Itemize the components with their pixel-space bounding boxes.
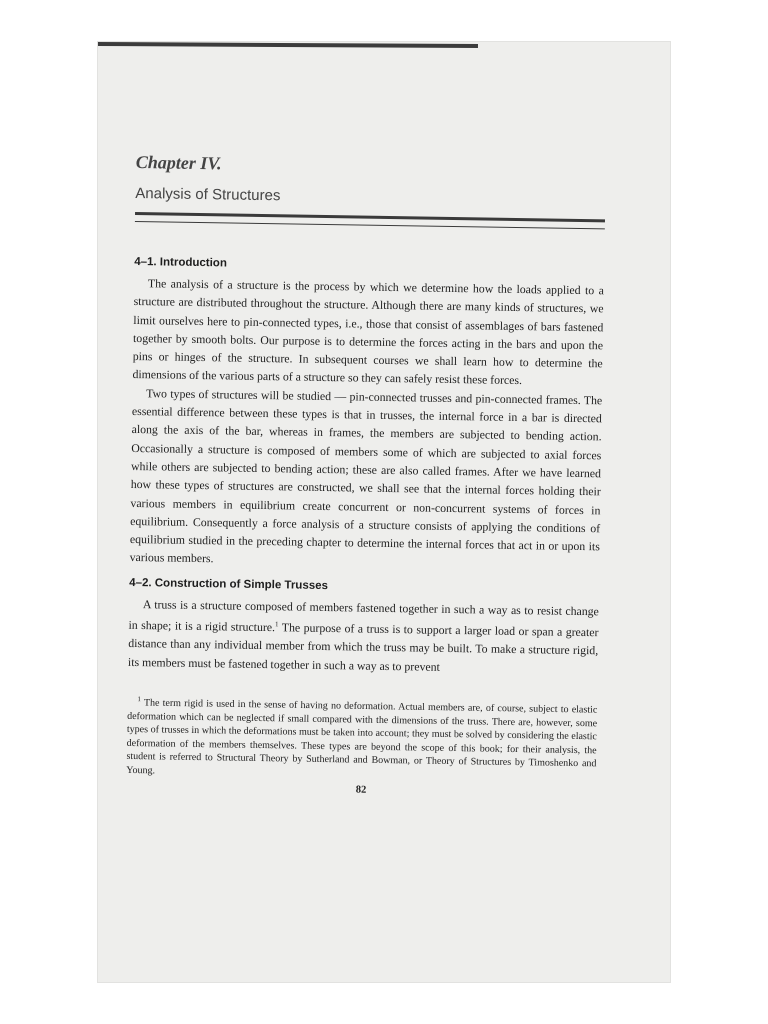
page-top-edge (98, 42, 478, 48)
paragraph-text: A truss is a structure composed of members fastened together in such a way as to resist change in shape; it is a rigid structure. (128, 596, 599, 635)
footnote (126, 693, 597, 785)
title-rule (135, 212, 605, 229)
footnote-mark: 1 (137, 694, 141, 704)
footnote-reference: 1 (275, 620, 279, 629)
page-content (126, 152, 606, 799)
paragraph: The analysis of a structure is the process by which we determine how the loads applied to a structure are distributed throughout the structure. Although there are many kinds of structures, we limit ourselves here to pin-connected types, i.e., those that consist of assemblages of bars fastened together by smooth bolts. Our purpose is to determine the forces acting in the bars and upon the pins or hinges of the structure. In subsequent courses we shall learn how to determine the dimensions of the various parts of a structure so they can safely resist these forces. (132, 276, 604, 388)
paragraph: Two types of structures will be studied — pin-connected trusses and pin-connected frames. The essential difference between these types is that in trusses, the internal force in a bar is directed along the axis of the bar, whereas in frames, the members are subjected to bending action. Occasionally a structure is composed of members some of which are subjected to axial forces while others are subjected to bending action; these are also called frames. After we have learned how these types of structures are constructed, we shall see that the internal forces holding their various members in equilibrium create concurrent or non-concurrent systems of forces in equilibrium. Consequently a force analysis of a structure consists of applying the conditions of equilibrium studied in the preceding chapter to determine the internal forces that act in or upon its various members. (129, 385, 603, 566)
book-page (98, 42, 670, 982)
paragraph-text: The purpose of a truss is to support a larger load or span a greater distance than any individual member from which the truss may be built. To make a structure rigid, its members must be fastened together in such a way as to prevent (127, 620, 599, 674)
footnote-text: The term rigid is used in the sense of having no deformation. Actual members are, of course, subject to elastic deformation which can be neglected if small compared with the dimensions of the truss. There are, however, some types of trusses in which the deformations must be taken into account; they must be solved by considering the elastic deformation of the members themselves. These types are beyond the scope of this book; for their analysis, the student is referred to Structural Theory by Sutherland and Bowman, or Theory of Structures by Timoshenko and Young. (126, 697, 598, 777)
page-number: 82 (355, 784, 367, 796)
section-heading-simple-trusses: 4–2. Construction of Simple Trusses (129, 576, 329, 592)
section-heading-introduction: 4–1. Introduction (134, 255, 228, 270)
chapter-title: Analysis of Structures (135, 184, 281, 205)
paragraph (128, 595, 599, 678)
chapter-label: Chapter IV. (135, 152, 222, 174)
